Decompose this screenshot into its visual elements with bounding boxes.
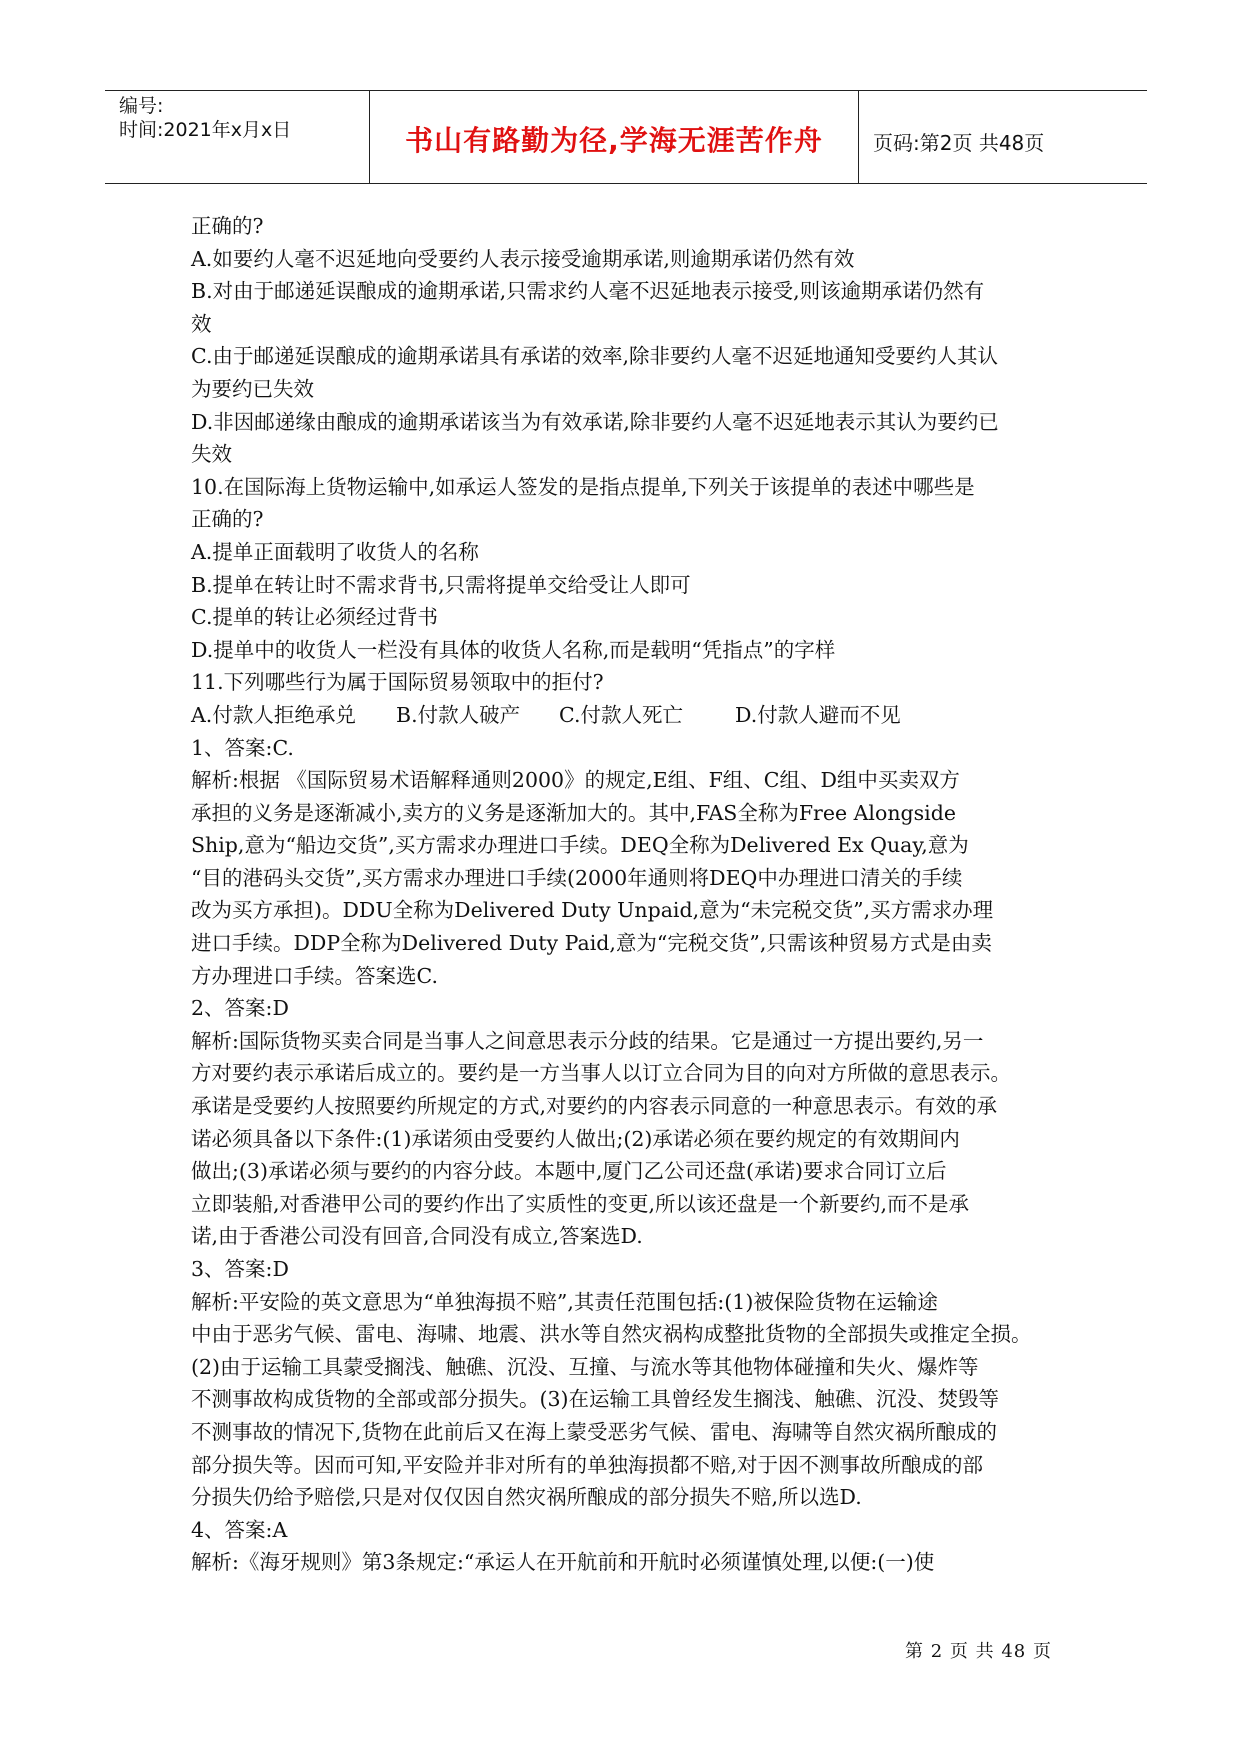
answer-line: 立即装船,对香港甲公司的要约作出了实质性的变更,所以该还盘是一个新要约,而不是承 [191,1191,970,1216]
answer-line: 部分损失等。因而可知,平安险并非对所有的单独海损都不赔,对于因不测事故所酿成的部 [191,1452,984,1477]
text-line: 失效 [191,442,232,467]
text-line: 为要约已失效 [191,376,314,401]
page-footer: 第 2 页 共 48 页 [905,1641,1052,1662]
answer-line: 方对要约表示承诺后成立的。要约是一方当事人以订立合同为目的向对方所做的意思表示。 [191,1061,1011,1086]
answer-line: 方办理进口手续。答案选C. [191,963,438,988]
header-page-info: 页码:第2页 共48页 [873,131,1045,155]
header-motto: 书山有路勤为径,学海无涯苦作舟 [405,124,823,157]
header-middle-cell [369,91,859,183]
text-line: 正确的? [191,507,264,532]
answer-line: 解析:国际货物买卖合同是当事人之间意思表示分歧的结果。它是通过一方提出要约,另一 [191,1028,984,1053]
answer-line: 1、答案:C. [191,735,294,760]
q11-option-d: D.付款人避而不见 [735,702,901,727]
answer-line: 改为买方承担)。DDU全称为Delivered Duty Unpaid,意为“未完税交货”,买方需求办理 [191,898,994,923]
answer-line: 分损失仍给予赔偿,只是对仅仅因自然灾祸所酿成的部分损失不赔,所以选D. [191,1485,862,1510]
answer-line: 诺必须具备以下条件:(1)承诺须由受要约人做出;(2)承诺必须在要约规定的有效期间内 [191,1126,960,1151]
text-line: D.非因邮递缘由酿成的逾期承诺该当为有效承诺,除非要约人毫不迟延地表示其认为要约已 [191,409,999,434]
answer-line: 中由于恶劣气候、雷电、海啸、地震、洪水等自然灾祸构成整批货物的全部损失或推定全损。 [191,1322,1032,1347]
answer-line: “目的港码头交货”,买方需求办理进口手续(2000年通则将DEQ中办理进口清关的手续 [191,865,963,890]
text-line: C.由于邮递延误酿成的逾期承诺具有承诺的效率,除非要约人毫不迟延地通知受要约人其认 [191,344,998,369]
answer-line: 2、答案:D [191,996,289,1021]
text-line: D.提单中的收货人一栏没有具体的收货人名称,而是载明“凭指点”的字样 [191,637,836,662]
text-line: B.对由于邮递延误酿成的逾期承诺,只需求约人毫不迟延地表示接受,则该逾期承诺仍然有 [191,279,985,304]
text-line: 10.在国际海上货物运输中,如承运人签发的是指点提单,下列关于该提单的表述中哪些是 [191,474,975,499]
answer-line: 不测事故构成货物的全部或部分损失。(3)在运输工具曾经发生搁浅、触礁、沉没、焚毁等 [191,1387,1000,1412]
header-left-cell [105,91,369,183]
text-line: 效 [191,311,212,336]
q11-option-c: C.付款人死亡 [559,702,683,727]
answer-line: 4、答案:A [191,1517,288,1542]
text-line: 11.下列哪些行为属于国际贸易领取中的拒付? [191,670,604,695]
page-header [105,90,1147,184]
answer-line: Ship,意为“船边交货”,买方需求办理进口手续。DEQ全称为Delivered Ex Quay,意为 [191,833,969,858]
answer-line: 解析:《海牙规则》第3条规定:“承运人在开航前和开航时必须谨慎处理,以便:(一)使 [191,1550,935,1575]
question-11-options [191,699,1071,732]
answer-line: 承诺是受要约人按照要约所规定的方式,对要约的内容表示同意的一种意思表示。有效的承 [191,1094,998,1119]
answer-line: 诺,由于香港公司没有回音,合同没有成立,答案选D. [191,1224,643,1249]
document-time-label: 时间:2021年x月x日 [119,119,292,141]
answer-line: 3、答案:D [191,1257,289,1281]
answer-line: 不测事故的情况下,货物在此前后又在海上蒙受恶劣气候、雷电、海啸等自然灾祸所酿成的 [191,1419,998,1444]
text-line: 正确的? [191,214,264,238]
q11-option-a: A.付款人拒绝承兑 [191,702,356,727]
header-right-cell [859,91,1147,183]
answer-line: (2)由于运输工具蒙受搁浅、触礁、沉没、互撞、与流水等其他物体碰撞和失火、爆炸等 [191,1354,979,1379]
text-line: A.如要约人毫不迟延地向受要约人表示接受逾期承诺,则逾期承诺仍然有效 [191,246,855,271]
text-line: A.提单正面载明了收货人的名称 [191,539,479,564]
answer-line: 解析:根据 《国际贸易术语解释通则2000》的规定,E组、F组、C组、D组中买卖双方 [191,768,960,793]
answer-line: 承担的义务是逐渐减小,卖方的义务是逐渐加大的。其中,FAS全称为Free Alongside [191,800,956,825]
q11-option-b: B.付款人破产 [396,702,521,727]
text-line: B.提单在转让时不需求背书,只需将提单交给受让人即可 [191,572,691,597]
answer-line: 进口手续。DDP全称为Delivered Duty Paid,意为“完税交货”,只需该种贸易方式是由卖 [191,931,992,956]
answer-line: 做出;(3)承诺必须与要约的内容分歧。本题中,厦门乙公司还盘(承诺)要求合同订立后 [191,1159,947,1184]
text-line: C.提单的转让必须经过背书 [191,605,438,630]
document-number-label: 编号: [119,95,164,117]
document-body [191,210,1071,1579]
answer-line: 解析:平安险的英文意思为“单独海损不赔”,其责任范围包括:(1)被保险货物在运输途 [191,1289,938,1314]
